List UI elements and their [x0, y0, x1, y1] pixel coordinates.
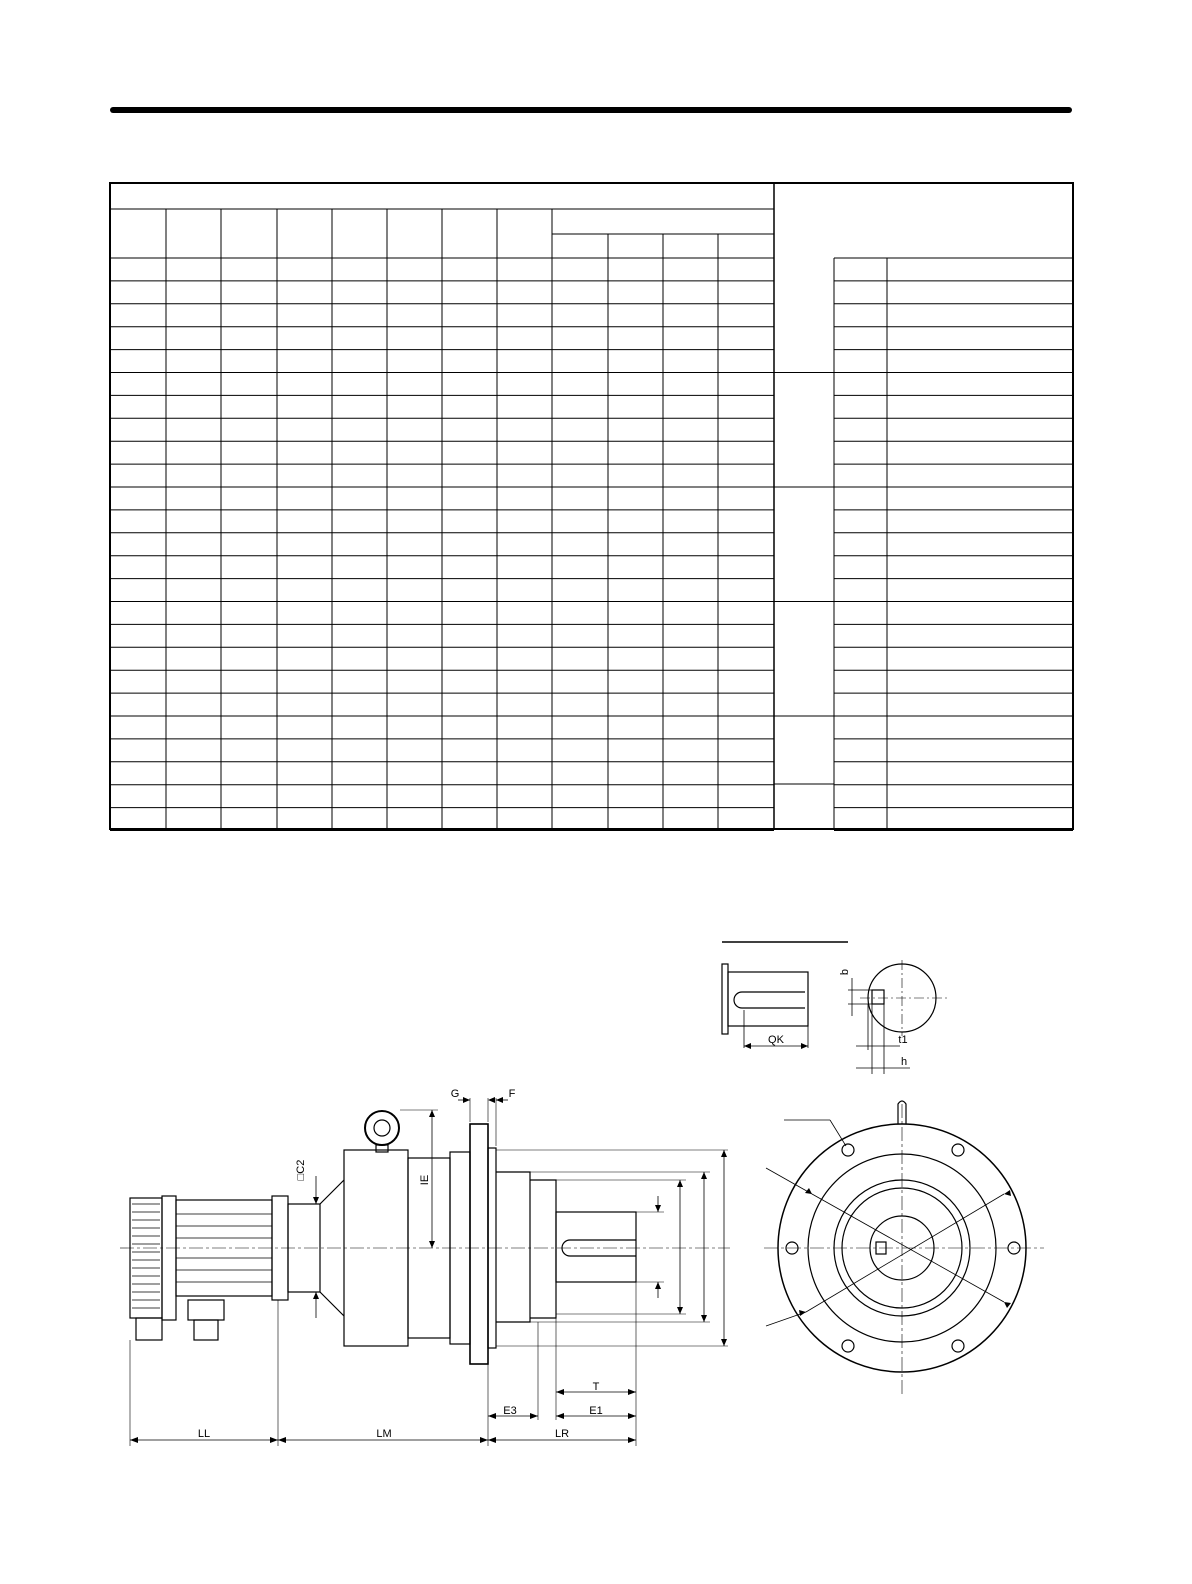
- gearmotor-side-view: [120, 1097, 730, 1446]
- dim-label-ie: IE: [419, 1174, 431, 1186]
- dim-label-t1: t1: [898, 1034, 908, 1046]
- dim-label-t: T: [592, 1381, 600, 1393]
- dim-label-lr: LR: [554, 1428, 570, 1440]
- dim-label-ll: LL: [197, 1428, 211, 1440]
- dim-label-f: F: [508, 1088, 516, 1100]
- dim-label-lm: LM: [376, 1428, 392, 1440]
- dim-label-b: b: [839, 968, 851, 976]
- dim-label-g: G: [450, 1088, 460, 1100]
- dim-label-h: h: [900, 1056, 908, 1068]
- dim-label-e3: E3: [503, 1405, 517, 1417]
- flange-front-view: [764, 1101, 1044, 1394]
- dim-label-qk: QK: [768, 1034, 784, 1046]
- shaft-key-detail: [722, 942, 948, 1074]
- dim-label-e1: E1: [589, 1405, 603, 1417]
- dim-label-c2: □C2: [295, 1159, 307, 1181]
